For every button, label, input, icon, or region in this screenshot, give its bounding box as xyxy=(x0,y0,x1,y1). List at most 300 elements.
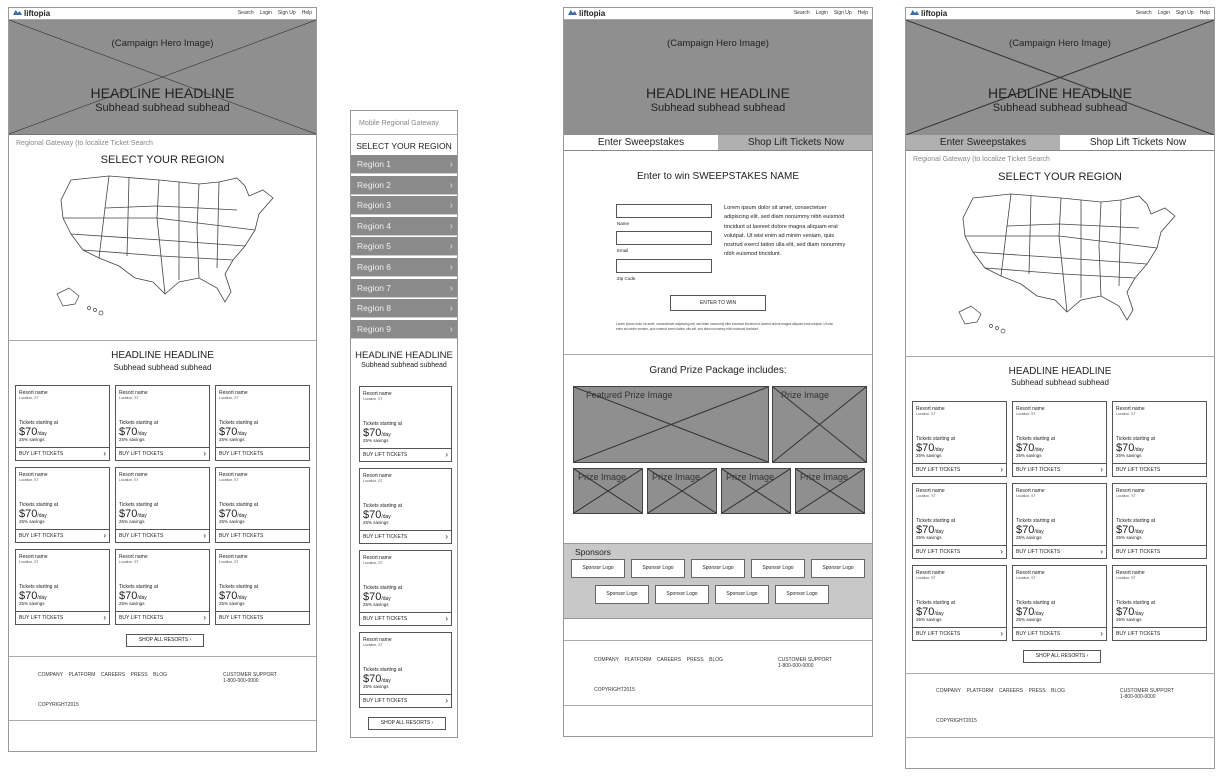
region-item[interactable] xyxy=(351,155,457,174)
price-amount: $70 xyxy=(219,426,238,438)
tickets-starting-label: Tickets starting at xyxy=(1016,436,1055,442)
buy-label: BUY LIFT TICKETS xyxy=(1116,467,1161,473)
region-item[interactable] xyxy=(351,299,457,318)
price-unit: /day xyxy=(1034,529,1044,535)
buy-label: BUY LIFT TICKETS xyxy=(363,452,408,458)
resort-name: Resort name xyxy=(19,472,48,478)
nav-help-link[interactable]: Help xyxy=(301,9,312,16)
gateway-note: Regional Gateway (to localize Ticket Search xyxy=(16,140,153,147)
buy-lift-tickets-button[interactable] xyxy=(16,611,109,624)
hero-campaign-label: (Campaign Hero Image) xyxy=(111,38,214,49)
support-phone: 1-800-000-0000 xyxy=(223,678,259,684)
buy-label: BUY LIFT TICKETS xyxy=(19,451,64,457)
prize-label: Prize Image xyxy=(800,472,849,482)
resort-location: Location, ST xyxy=(363,561,383,565)
buy-lift-tickets-button[interactable] xyxy=(360,530,451,543)
prize-image xyxy=(795,468,865,514)
resort-location: Location, ST xyxy=(19,478,39,482)
tickets-starting-label: Tickets starting at xyxy=(363,585,402,591)
savings: 25% savings xyxy=(219,437,245,442)
desktop-gateway-frame xyxy=(8,7,317,752)
price-amount: $70 xyxy=(363,427,382,439)
price-unit: /day xyxy=(137,431,147,437)
price-unit: /day xyxy=(381,432,391,438)
footer-press-link[interactable]: PRESS xyxy=(686,657,704,663)
resort-location: Location, ST xyxy=(1016,576,1036,580)
resort-name: Resort name xyxy=(1016,488,1045,494)
region-label: Region 1 xyxy=(357,159,392,169)
price-unit: /day xyxy=(1134,611,1144,617)
chevron-right-icon: › xyxy=(445,696,448,705)
divider xyxy=(906,737,1214,738)
savings: 25% savings xyxy=(1016,617,1042,622)
tickets-starting-label: Tickets starting at xyxy=(19,502,58,508)
prizes-title: Grand Prize Package includes: xyxy=(649,365,787,376)
buy-lift-tickets-button[interactable] xyxy=(1113,627,1206,640)
nav-login-link[interactable]: Login xyxy=(259,9,272,16)
savings: 25% savings xyxy=(363,520,389,525)
buy-lift-tickets-button[interactable] xyxy=(1113,545,1206,558)
savings: 25% savings xyxy=(363,684,389,689)
hero-subhead: Subhead subhead subhead xyxy=(650,102,786,114)
chevron-right-icon: › xyxy=(103,531,106,540)
resort-card[interactable] xyxy=(1012,483,1107,559)
sponsor-logo[interactable]: Sponsor Logo xyxy=(811,559,865,578)
region-label: Region 8 xyxy=(357,303,392,314)
price-unit: /day xyxy=(1034,447,1044,453)
mountain-icon xyxy=(568,10,577,15)
chevron-right-icon: › xyxy=(449,303,453,315)
sponsor-logo[interactable]: Sponsor Logo xyxy=(751,559,805,578)
resorts-subhead: Subhead subhead subhead xyxy=(113,363,212,372)
featured-prize-label: Featured Prize Image xyxy=(586,390,673,400)
tickets-starting-label: Tickets starting at xyxy=(219,584,258,590)
footer-links xyxy=(594,657,723,663)
tickets-starting-label: Tickets starting at xyxy=(19,420,58,426)
price-unit: /day xyxy=(1134,529,1144,535)
region-item[interactable] xyxy=(351,279,457,298)
zip-field[interactable] xyxy=(616,259,712,273)
buy-label: BUY LIFT TICKETS xyxy=(219,615,264,621)
shop-all-resorts-button[interactable]: SHOP ALL RESORTS › xyxy=(1023,650,1101,663)
nav-search-link[interactable]: Search xyxy=(1135,9,1152,16)
resort-card[interactable] xyxy=(1012,565,1107,641)
mobile-resorts-subhead: Subhead subhead subhead xyxy=(361,362,447,369)
savings: 25% savings xyxy=(1016,535,1042,540)
divider xyxy=(9,720,316,721)
buy-lift-tickets-button[interactable] xyxy=(1113,463,1206,476)
footer-platform-link[interactable]: PLATFORM xyxy=(624,657,652,663)
resort-card[interactable] xyxy=(912,401,1007,477)
sponsor-logo[interactable]: Sponsor Logo xyxy=(595,585,649,604)
resort-location: Location, ST xyxy=(1116,412,1136,416)
nav-signup-link[interactable]: Sign Up xyxy=(1175,9,1194,16)
region-label: Region 3 xyxy=(357,200,392,211)
chevron-right-icon: › xyxy=(189,637,192,643)
footer-platform-link[interactable]: PLATFORM xyxy=(68,672,96,678)
price-unit: /day xyxy=(381,678,391,684)
copyright: COPYRIGHT2015 xyxy=(936,718,977,724)
resort-card[interactable] xyxy=(359,468,452,544)
resort-card[interactable] xyxy=(1112,483,1207,559)
price-unit: /day xyxy=(934,611,944,617)
tickets-starting-label: Tickets starting at xyxy=(916,518,955,524)
name-field[interactable] xyxy=(616,204,712,218)
nav-search-link[interactable]: Search xyxy=(793,9,810,16)
buy-label: BUY LIFT TICKETS xyxy=(916,467,961,473)
price-amount: $70 xyxy=(1116,442,1135,454)
resort-card[interactable] xyxy=(912,483,1007,559)
resort-name: Resort name xyxy=(916,570,945,576)
nav-signup-link[interactable]: Sign Up xyxy=(277,9,296,16)
resort-location: Location, ST xyxy=(363,397,383,401)
buy-label: BUY LIFT TICKETS xyxy=(1016,631,1061,637)
chevron-right-icon: › xyxy=(449,200,453,212)
price-unit: /day xyxy=(37,513,47,519)
sponsor-logo[interactable]: Sponsor Logo xyxy=(715,585,769,604)
footer-careers-link[interactable]: CAREERS xyxy=(100,672,126,678)
resort-location: Location, ST xyxy=(916,576,936,580)
region-item[interactable] xyxy=(351,258,457,277)
price-unit: /day xyxy=(1134,447,1144,453)
chevron-right-icon: › xyxy=(449,220,453,232)
support-label: CUSTOMER SUPPORT xyxy=(1120,688,1174,694)
savings: 25% savings xyxy=(119,437,145,442)
chevron-right-icon: › xyxy=(1100,547,1103,556)
resort-card[interactable] xyxy=(1112,565,1207,641)
price-amount: $70 xyxy=(119,590,138,602)
logo[interactable]: liftopia xyxy=(568,9,605,18)
resort-location: Location, ST xyxy=(119,560,139,564)
price-unit: /day xyxy=(1034,611,1044,617)
tab-shop[interactable]: Shop Lift Tickets Now xyxy=(718,135,873,151)
sweepstakes-title: Enter to win SWEEPSTAKES NAME xyxy=(636,171,800,182)
buy-lift-tickets-button[interactable] xyxy=(1013,545,1106,558)
resort-name: Resort name xyxy=(1116,406,1145,412)
price-amount: $70 xyxy=(219,590,238,602)
price-amount: $70 xyxy=(1016,606,1035,618)
resort-card[interactable] xyxy=(359,550,452,626)
chevron-right-icon: › xyxy=(1100,629,1103,638)
divider xyxy=(564,705,872,706)
tickets-starting-label: Tickets starting at xyxy=(1116,600,1155,606)
footer-company-link[interactable]: COMPANY xyxy=(38,672,63,678)
buy-label: BUY LIFT TICKETS xyxy=(119,533,164,539)
resort-name: Resort name xyxy=(363,555,392,561)
savings: 25% savings xyxy=(1116,617,1142,622)
buy-lift-tickets-button[interactable] xyxy=(360,612,451,625)
resort-location: Location, ST xyxy=(19,560,39,564)
tickets-starting-label: Tickets starting at xyxy=(916,436,955,442)
prize-label: Prize Image xyxy=(652,472,701,482)
resort-card[interactable] xyxy=(912,565,1007,641)
buy-lift-tickets-button[interactable] xyxy=(16,447,109,460)
footer-company-link[interactable]: COMPANY xyxy=(936,688,961,694)
region-item[interactable] xyxy=(351,176,457,195)
tickets-starting-label: Tickets starting at xyxy=(1016,518,1055,524)
buy-label: BUY LIFT TICKETS xyxy=(219,451,264,457)
footer-careers-link[interactable]: CAREERS xyxy=(656,657,682,663)
resort-card[interactable] xyxy=(359,632,452,708)
buy-lift-tickets-button[interactable] xyxy=(16,529,109,542)
price-unit: /day xyxy=(381,514,391,520)
resort-card[interactable] xyxy=(215,549,310,625)
price-unit: /day xyxy=(237,431,247,437)
resort-name: Resort name xyxy=(363,391,392,397)
tickets-starting-label: Tickets starting at xyxy=(119,420,158,426)
tickets-starting-label: Tickets starting at xyxy=(1116,518,1155,524)
price-amount: $70 xyxy=(19,508,38,520)
region-label: Region 9 xyxy=(357,323,392,334)
price-unit: /day xyxy=(934,447,944,453)
divider xyxy=(906,673,1214,674)
copyright: COPYRIGHT2015 xyxy=(38,702,79,708)
price-amount: $70 xyxy=(19,590,38,602)
buy-lift-tickets-button[interactable] xyxy=(360,694,451,707)
enter-to-win-button[interactable]: ENTER TO WIN xyxy=(670,295,766,311)
resort-card[interactable] xyxy=(215,467,310,543)
support-phone: 1-800-000-0000 xyxy=(1120,694,1156,700)
region-label: Region 4 xyxy=(357,220,392,231)
buy-lift-tickets-button[interactable] xyxy=(216,529,309,542)
price-amount: $70 xyxy=(916,524,935,536)
price-amount: $70 xyxy=(1116,606,1135,618)
resort-location: Location, ST xyxy=(1116,576,1136,580)
prize-label: Prize Image xyxy=(726,472,775,482)
buy-label: BUY LIFT TICKETS xyxy=(363,698,408,704)
tab-sweepstakes[interactable]: Enter Sweepstakes xyxy=(564,135,718,151)
resort-location: Location, ST xyxy=(1116,494,1136,498)
savings: 25% savings xyxy=(1116,535,1142,540)
region-label: Region 5 xyxy=(357,241,392,252)
hero-campaign-label: (Campaign Hero Image) xyxy=(1009,38,1111,49)
buy-lift-tickets-button[interactable] xyxy=(913,627,1006,640)
us-map[interactable] xyxy=(49,168,279,318)
footer-press-link[interactable]: PRESS xyxy=(130,672,148,678)
chevron-right-icon: › xyxy=(449,323,453,335)
resort-card[interactable] xyxy=(1112,401,1207,477)
buy-label: BUY LIFT TICKETS xyxy=(916,549,961,555)
resort-location: Location, ST xyxy=(119,396,139,400)
divider xyxy=(9,340,316,341)
region-item[interactable] xyxy=(351,320,457,339)
shop-tickets-frame xyxy=(905,7,1215,769)
buy-lift-tickets-button[interactable] xyxy=(116,447,209,460)
resorts-headline: HEADLINE HEADLINE xyxy=(111,350,214,361)
region-item[interactable] xyxy=(351,196,457,215)
buy-lift-tickets-button[interactable] xyxy=(360,448,451,461)
buy-label: BUY LIFT TICKETS xyxy=(1116,549,1161,555)
footer-careers-link[interactable]: CAREERS xyxy=(998,688,1024,694)
buy-label: BUY LIFT TICKETS xyxy=(363,616,408,622)
mobile-select-title: SELECT YOUR REGION xyxy=(356,141,452,151)
footer-blog-link[interactable]: BLOG xyxy=(1051,688,1066,694)
savings: 25% savings xyxy=(119,601,145,606)
footer-blog-link[interactable]: BLOG xyxy=(709,657,724,663)
resort-card[interactable] xyxy=(359,386,452,462)
tickets-starting-label: Tickets starting at xyxy=(119,584,158,590)
tickets-starting-label: Tickets starting at xyxy=(363,421,402,427)
prize-image xyxy=(721,468,791,514)
tab-shop[interactable]: Shop Lift Tickets Now xyxy=(1060,135,1215,151)
tickets-starting-label: Tickets starting at xyxy=(1016,600,1055,606)
shop-all-resorts-button[interactable]: SHOP ALL RESORTS › xyxy=(126,634,204,647)
resort-card[interactable] xyxy=(115,549,210,625)
resort-card[interactable] xyxy=(115,467,210,543)
resort-card[interactable] xyxy=(1012,401,1107,477)
resort-card[interactable] xyxy=(15,549,110,625)
buy-lift-tickets-button[interactable] xyxy=(913,545,1006,558)
chevron-right-icon: › xyxy=(203,613,206,622)
resort-name: Resort name xyxy=(19,390,48,396)
buy-lift-tickets-button[interactable] xyxy=(1013,627,1106,640)
buy-lift-tickets-button[interactable] xyxy=(116,529,209,542)
buy-label: BUY LIFT TICKETS xyxy=(916,631,961,637)
price-unit: /day xyxy=(381,596,391,602)
nav-help-link[interactable]: Help xyxy=(1199,9,1210,16)
divider xyxy=(9,656,316,657)
chevron-right-icon: › xyxy=(445,614,448,623)
buy-lift-tickets-button[interactable] xyxy=(216,611,309,624)
savings: 25% savings xyxy=(1016,453,1042,458)
price-amount: $70 xyxy=(363,591,382,603)
name-label: Name xyxy=(617,221,630,226)
savings: 25% savings xyxy=(219,519,245,524)
nav-signup-link[interactable]: Sign Up xyxy=(833,9,852,16)
nav-links xyxy=(232,10,312,16)
logo[interactable]: liftopia xyxy=(910,9,947,18)
support-label: CUSTOMER SUPPORT xyxy=(778,657,832,663)
mobile-region-list xyxy=(351,155,457,345)
gateway-note: Regional Gateway (to localize Ticket Search xyxy=(913,156,1050,163)
sponsors-section xyxy=(564,543,872,619)
nav-login-link[interactable]: Login xyxy=(815,9,828,16)
tickets-starting-label: Tickets starting at xyxy=(363,503,402,509)
hero-headline: HEADLINE HEADLINE xyxy=(988,85,1132,101)
chevron-right-icon: › xyxy=(445,532,448,541)
resort-card[interactable] xyxy=(15,385,110,461)
resort-card[interactable] xyxy=(215,385,310,461)
price-unit: /day xyxy=(237,595,247,601)
resort-name: Resort name xyxy=(1016,570,1045,576)
resort-name: Resort name xyxy=(219,390,248,396)
resort-name: Resort name xyxy=(119,472,148,478)
price-amount: $70 xyxy=(916,442,935,454)
zip-label: Zip Code xyxy=(617,276,636,281)
price-amount: $70 xyxy=(363,509,382,521)
mountain-icon xyxy=(910,10,919,15)
savings: 25% savings xyxy=(19,437,45,442)
price-amount: $70 xyxy=(363,673,382,685)
price-unit: /day xyxy=(137,513,147,519)
top-nav xyxy=(906,8,1214,20)
footer-platform-link[interactable]: PLATFORM xyxy=(966,688,994,694)
chevron-right-icon: › xyxy=(103,613,106,622)
us-map[interactable] xyxy=(946,186,1186,336)
mobile-shop-all-button[interactable]: SHOP ALL RESORTS › xyxy=(368,717,446,730)
buy-lift-tickets-button[interactable] xyxy=(216,447,309,460)
sponsor-logo[interactable]: Sponsor Logo xyxy=(655,585,709,604)
resort-location: Location, ST xyxy=(19,396,39,400)
nav-help-link[interactable]: Help xyxy=(857,9,868,16)
savings: 25% savings xyxy=(1116,453,1142,458)
region-title: SELECT YOUR REGION xyxy=(998,171,1122,183)
region-item[interactable] xyxy=(351,237,457,256)
region-item[interactable] xyxy=(351,217,457,236)
sponsor-logo[interactable]: Sponsor Logo xyxy=(631,559,685,578)
buy-label: BUY LIFT TICKETS xyxy=(19,615,64,621)
price-unit: /day xyxy=(37,431,47,437)
resort-location: Location, ST xyxy=(219,478,239,482)
buy-label: BUY LIFT TICKETS xyxy=(363,534,408,540)
buy-lift-tickets-button[interactable] xyxy=(116,611,209,624)
region-label: Region 6 xyxy=(357,262,392,272)
prize-label: Prize Image xyxy=(781,390,830,400)
fine-print: Lorem ipsum dolor sit amet, consectetuer adipiscing elit, sed diam nonummy nibh euismod tincidunt ut laoreet dolore magna aliquam erat volutpat. Ut wisi enim ad minim veniam, quis nostrud exerci tation ulla elit, sed diam nonummy nibh euismod tincidunt. xyxy=(616,322,833,331)
resort-card[interactable] xyxy=(115,385,210,461)
resort-card[interactable] xyxy=(15,467,110,543)
chevron-right-icon: › xyxy=(203,531,206,540)
chevron-right-icon: › xyxy=(449,179,453,191)
resort-name: Resort name xyxy=(1116,488,1145,494)
sponsor-logo[interactable]: Sponsor Logo xyxy=(775,585,829,604)
savings: 25% savings xyxy=(916,617,942,622)
sponsors-title: Sponsors xyxy=(575,547,611,557)
tab-sweepstakes[interactable]: Enter Sweepstakes xyxy=(906,135,1060,151)
footer-company-link[interactable]: COMPANY xyxy=(594,657,619,663)
price-unit: /day xyxy=(37,595,47,601)
resort-name: Resort name xyxy=(1016,406,1045,412)
divider xyxy=(351,134,457,135)
logo[interactable]: liftopia xyxy=(13,9,50,18)
buy-label: BUY LIFT TICKETS xyxy=(19,533,64,539)
price-unit: /day xyxy=(934,529,944,535)
resort-name: Resort name xyxy=(219,554,248,560)
price-unit: /day xyxy=(237,513,247,519)
buy-label: BUY LIFT TICKETS xyxy=(1016,467,1061,473)
tickets-starting-label: Tickets starting at xyxy=(119,502,158,508)
tab-bar xyxy=(564,135,872,151)
savings: 25% savings xyxy=(916,453,942,458)
mobile-resorts-headline: HEADLINE HEADLINE xyxy=(355,350,453,361)
nav-search-link[interactable]: Search xyxy=(237,9,254,16)
footer-links xyxy=(936,688,1065,694)
tickets-starting-label: Tickets starting at xyxy=(363,667,402,673)
sweepstakes-frame xyxy=(563,7,873,737)
mountain-icon xyxy=(13,10,22,15)
resort-location: Location, ST xyxy=(1016,494,1036,498)
chevron-right-icon: › xyxy=(203,449,206,458)
footer-press-link[interactable]: PRESS xyxy=(1028,688,1046,694)
tab-bar xyxy=(906,135,1214,151)
buy-lift-tickets-button[interactable] xyxy=(913,463,1006,476)
chevron-right-icon: › xyxy=(1000,465,1003,474)
price-amount: $70 xyxy=(19,426,38,438)
customer-support xyxy=(223,672,277,684)
hero-headline: HEADLINE HEADLINE xyxy=(646,85,790,101)
sponsor-logo[interactable]: Sponsor Logo xyxy=(571,559,625,578)
resort-name: Resort name xyxy=(363,473,392,479)
buy-lift-tickets-button[interactable] xyxy=(1013,463,1106,476)
footer-blog-link[interactable]: BLOG xyxy=(153,672,168,678)
savings: 25% savings xyxy=(19,601,45,606)
email-field[interactable] xyxy=(616,231,712,245)
resorts-subhead: Subhead subhead subhead xyxy=(1011,378,1109,387)
buy-label: BUY LIFT TICKETS xyxy=(1016,549,1061,555)
hero-headline: HEADLINE HEADLINE xyxy=(90,85,235,101)
sponsor-logo[interactable]: Sponsor Logo xyxy=(691,559,745,578)
nav-login-link[interactable]: Login xyxy=(1157,9,1170,16)
